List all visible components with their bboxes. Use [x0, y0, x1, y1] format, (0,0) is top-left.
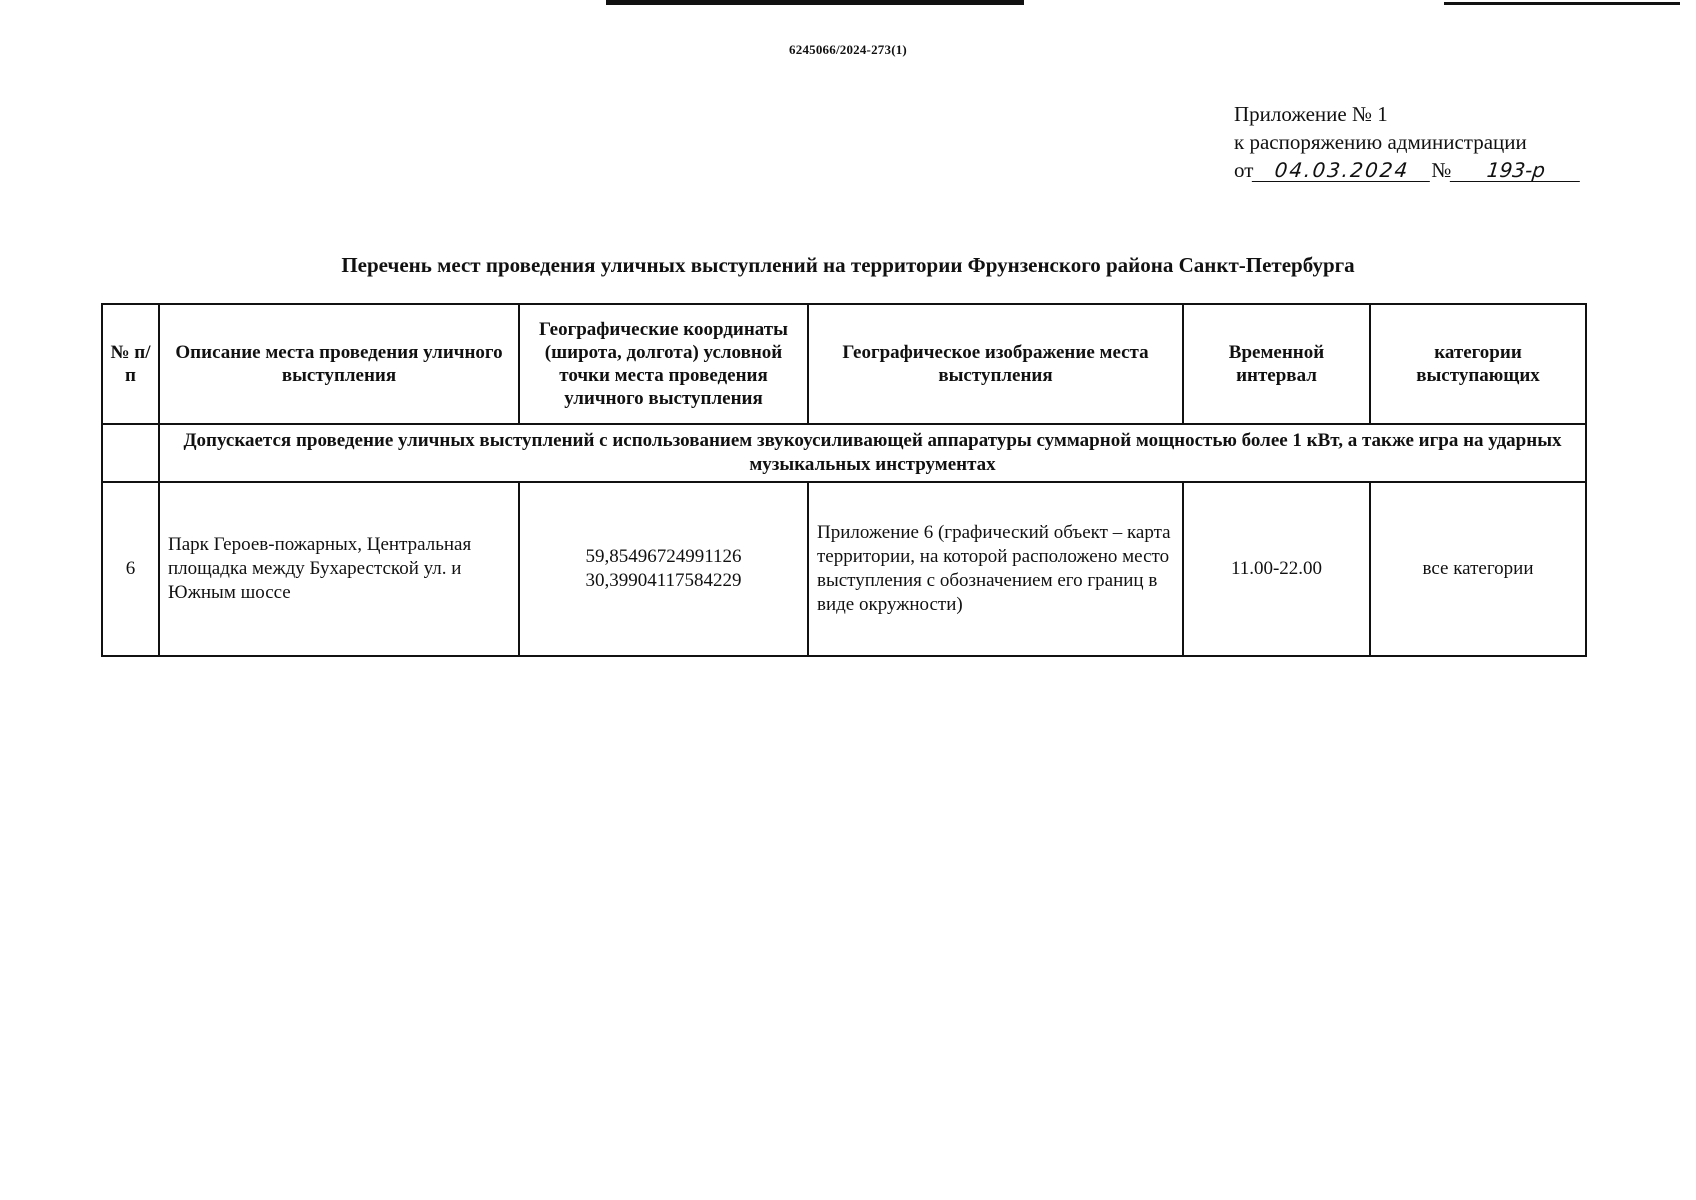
scan-artifact-top-right	[1444, 2, 1680, 5]
header-geo-image: Географическое изображение места выступления	[808, 304, 1183, 424]
appendix-block	[1234, 100, 1634, 184]
header-performer-categories: категории выступающих	[1370, 304, 1586, 424]
appendix-title: Приложение № 1	[1234, 102, 1388, 126]
row-latitude: 59,85496724991126	[585, 546, 742, 567]
row-geo-image: Приложение 6 (графический объект – карта территории, на которой расположено место выступления с обозначением его границ в виде окружности)	[808, 482, 1183, 656]
handwritten-number: 193-р	[1450, 159, 1582, 182]
document-title: Перечень мест проведения уличных выступлений на территории Фрунзенского района Санкт-Петербурга	[341, 253, 1355, 277]
performance-places-table	[101, 303, 1587, 657]
header-coordinates: Географические координаты (широта, долгота) условной точки места проведения уличного выступления	[519, 304, 808, 424]
note-row	[102, 424, 1586, 482]
table-header-row	[102, 304, 1586, 424]
header-time-interval: Временной интервал	[1183, 304, 1370, 424]
header-description: Описание места проведения уличного выступления	[159, 304, 519, 424]
row-description: Парк Героев-пожарных, Центральная площадка между Бухарестской ул. и Южным шоссе	[159, 482, 519, 656]
row-longitude: 30,39904117584229	[585, 570, 742, 591]
row-number: 6	[102, 482, 159, 656]
table-row	[102, 482, 1586, 656]
note-row-text: Допускается проведение уличных выступлений с использованием звукоусиливающей аппаратуры суммарной мощностью более 1 кВт, а также игра на ударных музыкальных инструментах	[159, 424, 1586, 482]
document-number: 6245066/2024-273(1)	[789, 42, 907, 57]
appendix-subtitle: к распоряжению администрации	[1234, 130, 1527, 154]
handwritten-date: 04.03.2024	[1252, 159, 1432, 182]
appendix-date-line	[1234, 156, 1634, 184]
scan-artifact-top-left	[606, 0, 1024, 5]
row-coordinates	[519, 482, 808, 656]
note-row-empty-cell	[102, 424, 159, 482]
row-categories: все категории	[1370, 482, 1586, 656]
header-number: № п/п	[102, 304, 159, 424]
number-label: №	[1431, 158, 1452, 182]
row-time-interval: 11.00-22.00	[1183, 482, 1370, 656]
from-label: от	[1234, 158, 1254, 182]
